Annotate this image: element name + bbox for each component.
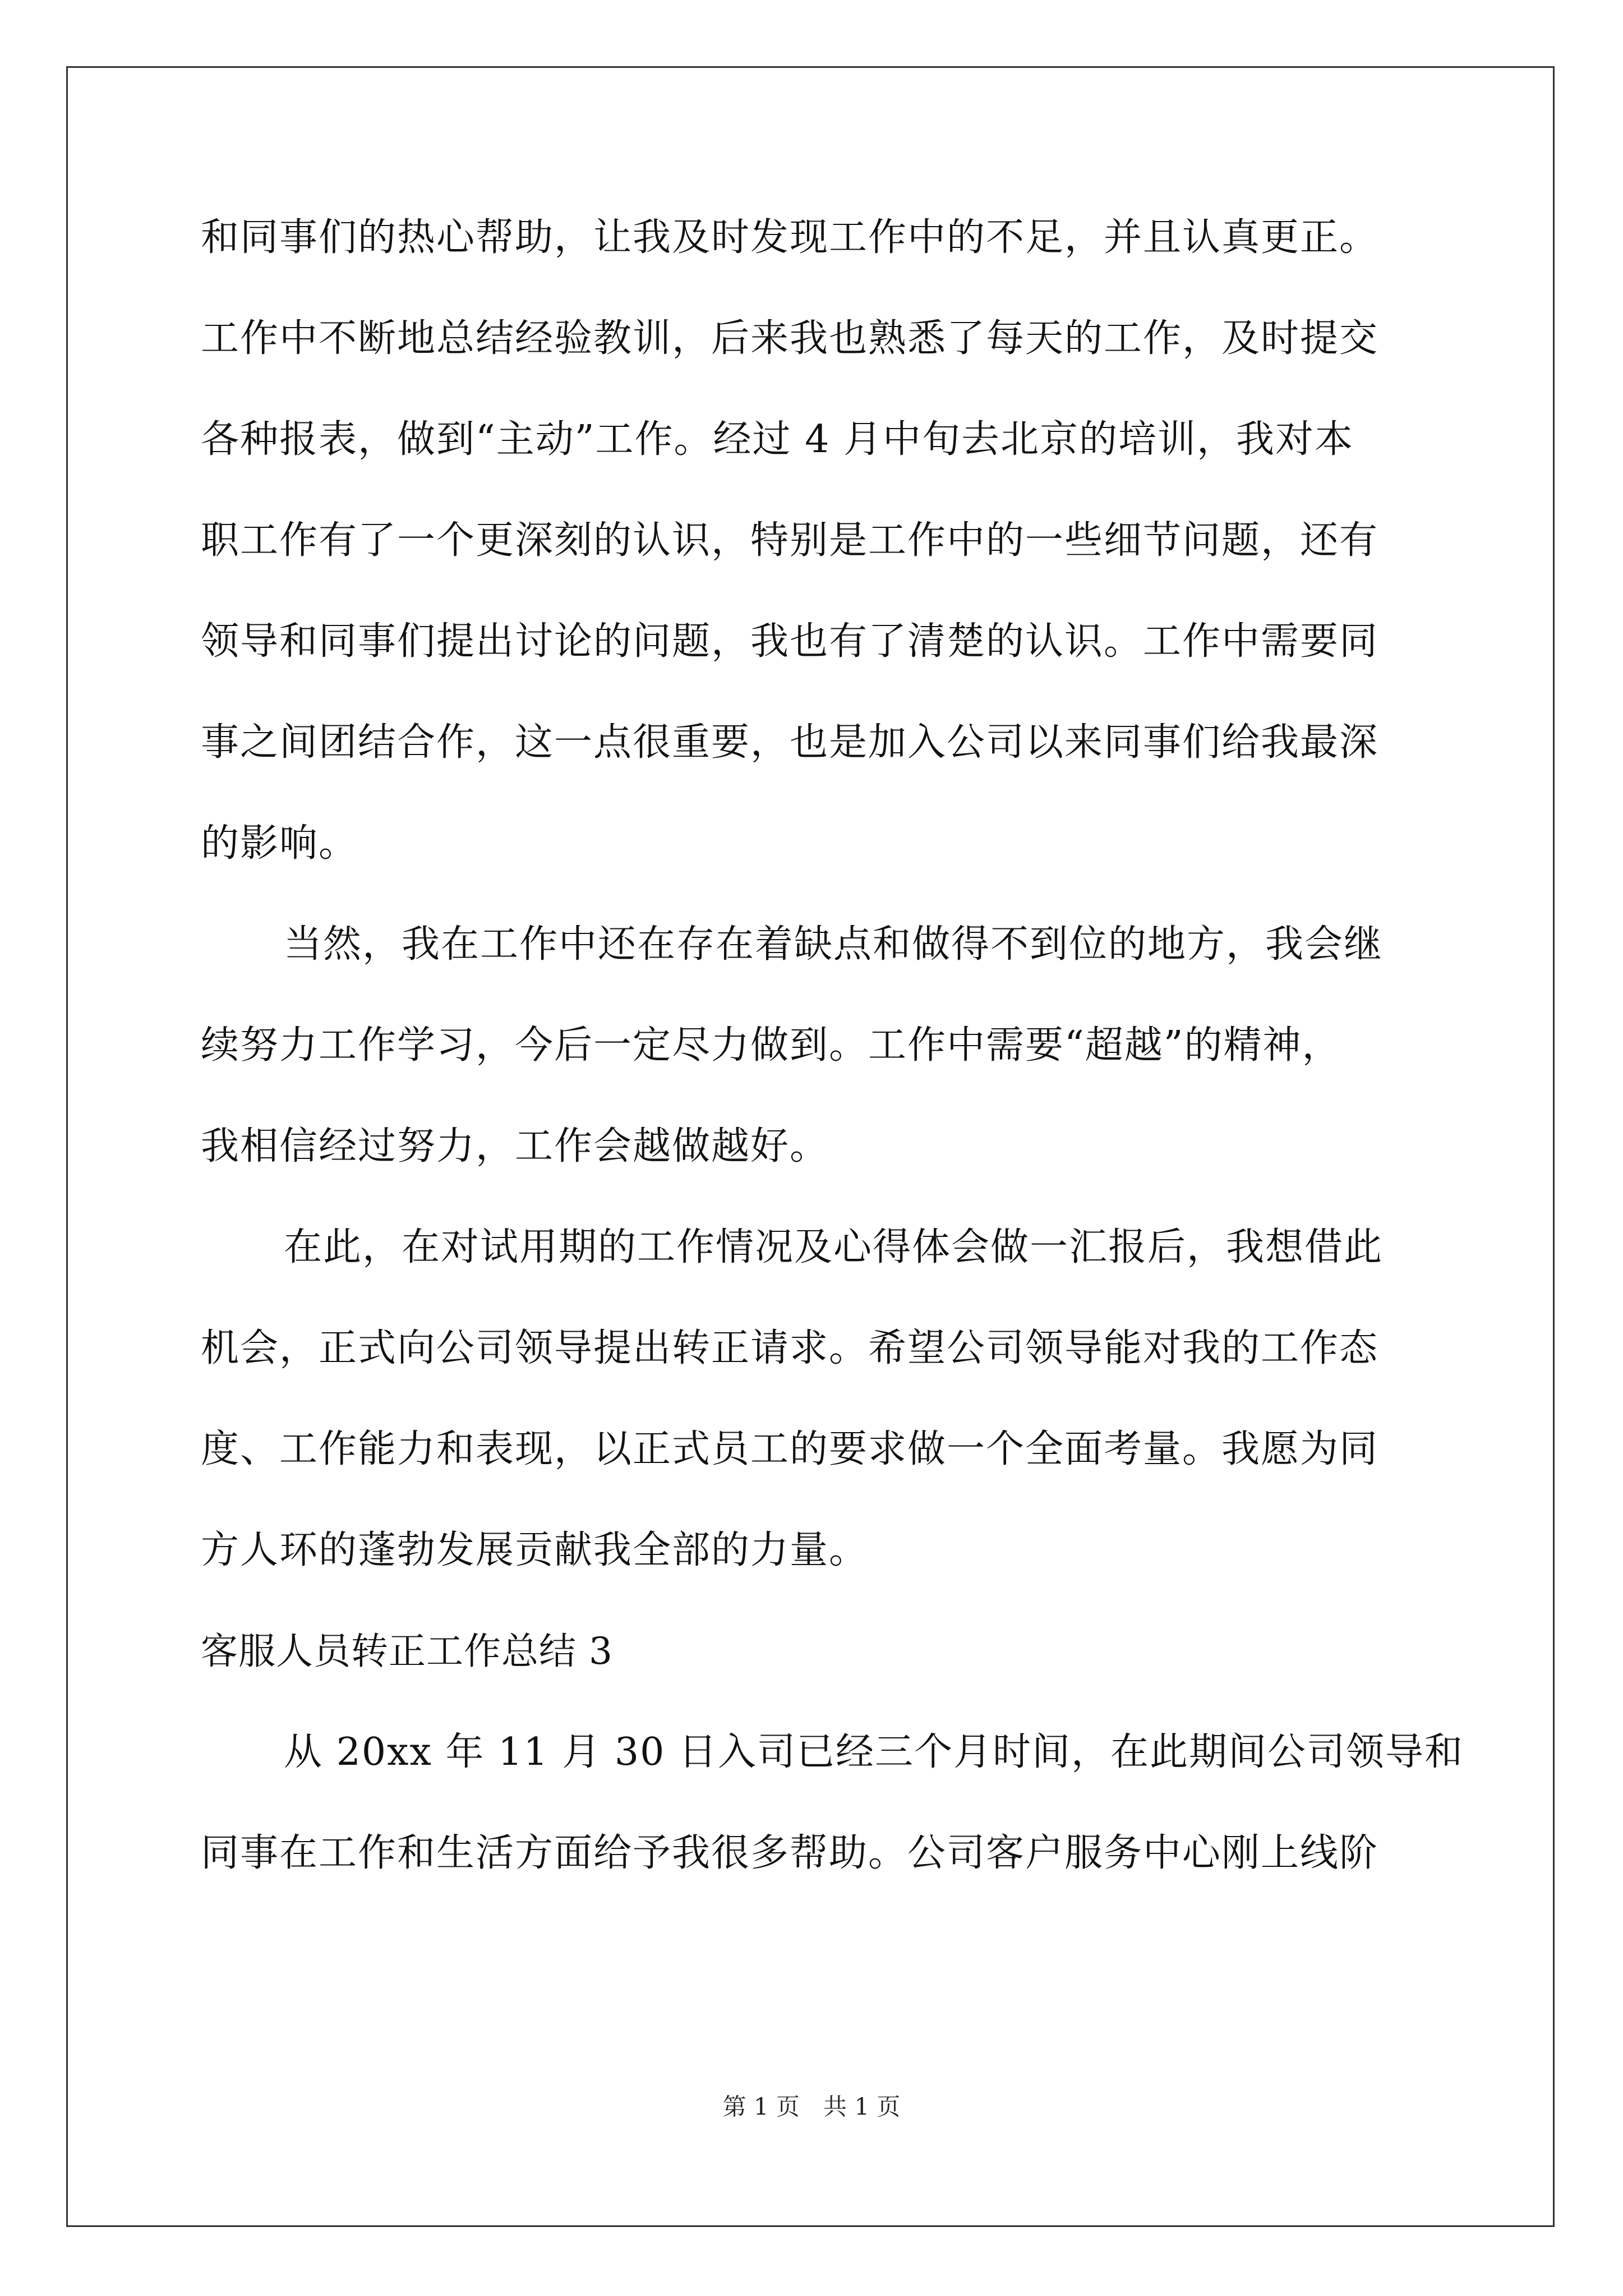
text-line: 工作中不断地总结经验教训，后来我也熟悉了每天的工作，及时提交 (201, 316, 1379, 361)
paragraph-start-line: 从 20xx 年 11 月 30 日入司已经三个月时间，在此期间公司领导和 (284, 1730, 1464, 1774)
text-line: 事之间团结合作，这一点很重要，也是加入公司以来同事们给我最深 (201, 720, 1379, 765)
text-line: 的影响。 (201, 821, 358, 866)
page-footer: 第 1 页 共 1 页 (722, 2093, 901, 2120)
text-line: 领导和同事们提出讨论的问题，我也有了清楚的认识。工作中需要同 (201, 619, 1379, 664)
text-line: 同事在工作和生活方面给予我很多帮助。公司客户服务中心刚上线阶 (201, 1831, 1379, 1875)
text-line: 续努力工作学习，今后一定尽力做到。工作中需要“超越”的精神， (201, 1023, 1341, 1068)
text-line: 各种报表，做到“主动”工作。经过 4 月中旬去北京的培训，我对本 (201, 417, 1354, 462)
text-line: 方人环的蓬勃发展贡献我全部的力量。 (201, 1528, 869, 1572)
section-heading: 客服人员转正工作总结 3 (201, 1630, 613, 1673)
text-line: 机会，正式向公司领导提出转正请求。希望公司领导能对我的工作态 (201, 1326, 1379, 1370)
text-line: 我相信经过努力，工作会越做越好。 (201, 1124, 829, 1168)
text-line: 职工作有了一个更深刻的认识，特别是工作中的一些细节问题，还有 (201, 518, 1379, 563)
text-line: 和同事们的热心帮助，让我及时发现工作中的不足，并且认真更正。 (201, 215, 1379, 260)
paragraph-start-line: 在此，在对试用期的工作情况及心得体会做一汇报后，我想借此 (284, 1225, 1384, 1269)
text-line: 度、工作能力和表现，以正式员工的要求做一个全面考量。我愿为同 (201, 1427, 1379, 1471)
paragraph-start-line: 当然，我在工作中还在存在着缺点和做得不到位的地方，我会继 (284, 922, 1384, 967)
